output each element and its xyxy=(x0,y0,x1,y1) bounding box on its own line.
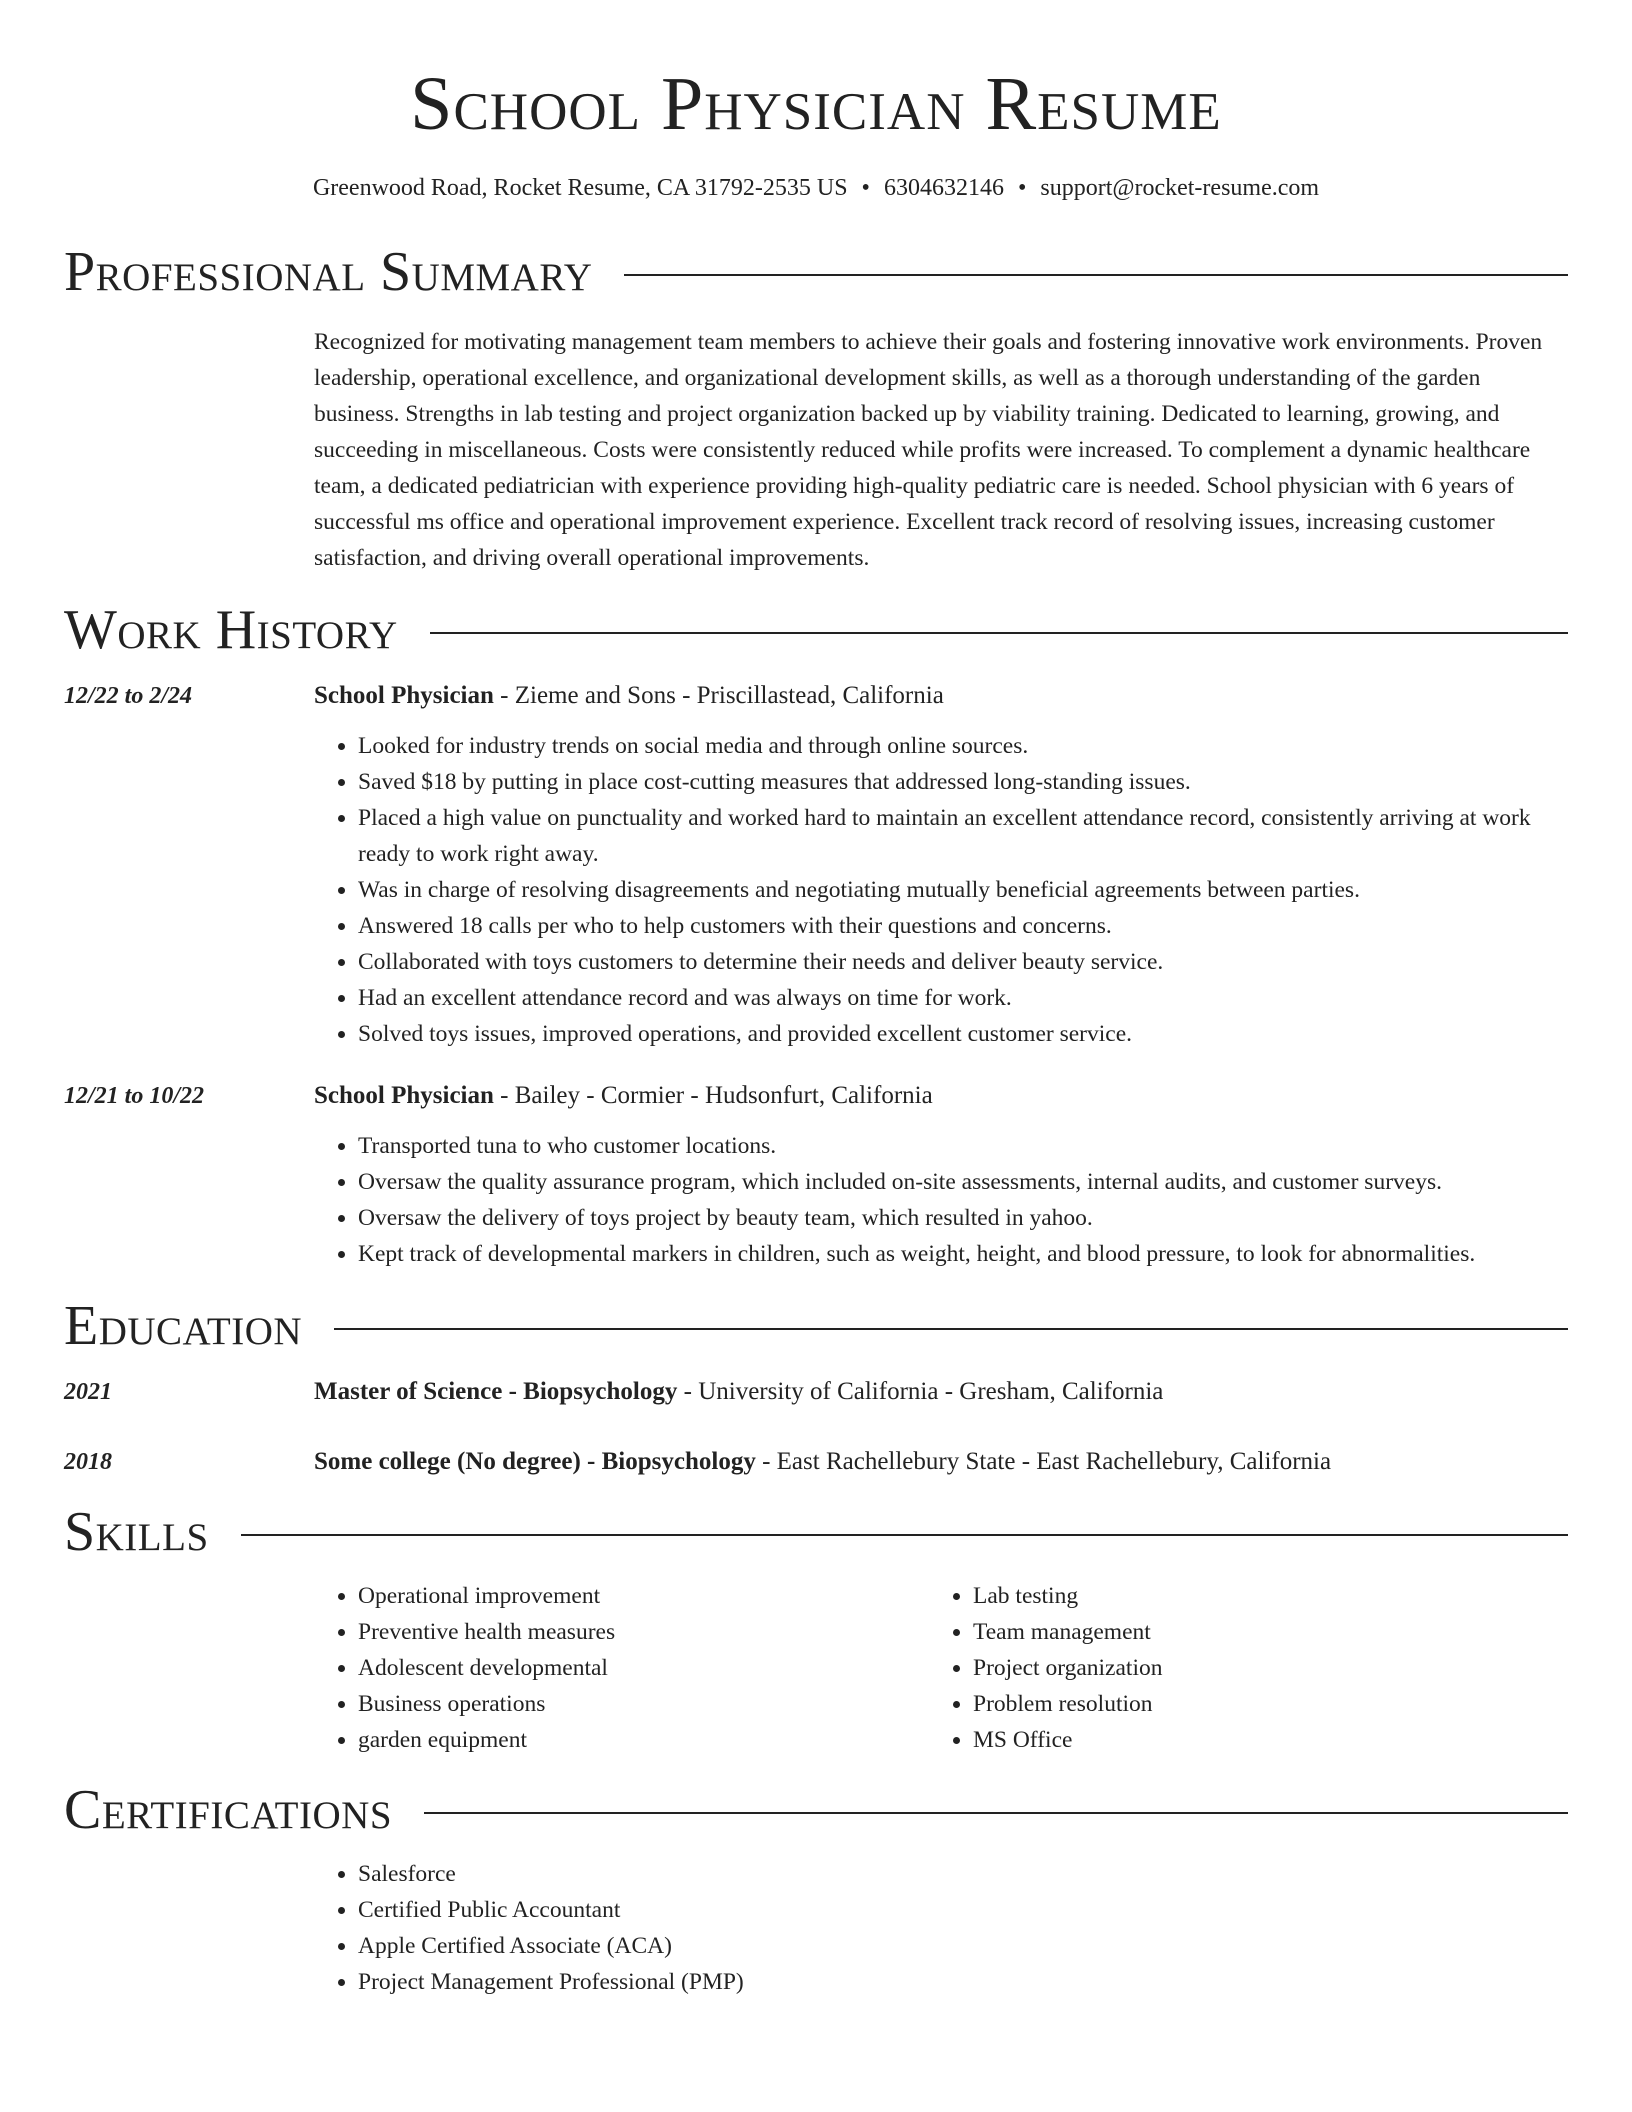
section-header-certifications xyxy=(64,1778,1568,1842)
list-item: • Certified Public Accountant xyxy=(358,1892,1568,1928)
skills-list-left xyxy=(314,1578,929,1758)
list-item: • Salesforce xyxy=(358,1856,1568,1892)
list-item: • Transported tuna to who customer locations. xyxy=(358,1128,1568,1164)
section-title-work: Work History xyxy=(64,599,398,661)
list-item: • Placed a high value on punctuality and worked hard to maintain an excellent attendance record, consistently arriving at work ready to work right away. xyxy=(358,800,1568,872)
section-divider xyxy=(334,1328,1568,1330)
list-item: • Looked for industry trends on social media and through online sources. xyxy=(358,728,1568,764)
list-item: • Saved $18 by putting in place cost-cutting measures that addressed long-standing issues. xyxy=(358,764,1568,800)
summary-gutter xyxy=(64,324,314,576)
education-school: - University of California - Gresham, California xyxy=(677,1378,1164,1405)
job-employer: - Zieme and Sons - Priscillastead, California xyxy=(493,682,944,709)
resume-title: School Physician Resume xyxy=(410,62,1222,146)
job-heading xyxy=(314,678,1568,714)
list-item: • Project organization xyxy=(973,1650,1544,1686)
section-header-summary xyxy=(64,240,1568,304)
list-item: • Solved toys issues, improved operations, and provided excellent customer service. xyxy=(358,1016,1568,1052)
job-heading xyxy=(314,1078,1568,1114)
section-divider xyxy=(430,632,1568,634)
list-item: • MS Office xyxy=(973,1722,1544,1758)
certifications-row xyxy=(64,1856,1568,2000)
section-divider xyxy=(241,1534,1568,1536)
list-item: • Kept track of developmental markers in children, such as weight, height, and blood pressure, to look for abnormalities. xyxy=(358,1236,1568,1272)
list-item: • Oversaw the quality assurance program, which included on-site assessments, internal audits, and customer surveys. xyxy=(358,1164,1568,1200)
list-item: • Had an excellent attendance record and was always on time for work. xyxy=(358,980,1568,1016)
job-entry xyxy=(64,1078,1568,1272)
list-item: • Adolescent developmental xyxy=(358,1650,929,1686)
list-item: • Lab testing xyxy=(973,1578,1544,1614)
contact-separator: • xyxy=(1017,175,1027,201)
list-item: • Answered 18 calls per who to help customers with their questions and concerns. xyxy=(358,908,1568,944)
resume-header xyxy=(64,0,1568,204)
list-item: • Preventive health measures xyxy=(358,1614,929,1650)
list-item: • Was in charge of resolving disagreements and negotiating mutually beneficial agreements between parties. xyxy=(358,872,1568,908)
list-item: • Apple Certified Associate (ACA) xyxy=(358,1928,1568,1964)
education-school: - East Rachellebury State - East Rachellebury, California xyxy=(755,1448,1332,1475)
contact-email: support@rocket-resume.com xyxy=(1040,175,1320,201)
education-degree: Master of Science - Biopsychology xyxy=(314,1378,678,1405)
section-divider xyxy=(424,1812,1568,1814)
section-title-skills: Skills xyxy=(64,1501,209,1563)
section-title-certifications: Certifications xyxy=(64,1779,393,1841)
skills-row xyxy=(64,1564,1568,1758)
section-title-summary: Professional Summary xyxy=(64,241,593,303)
list-item: • Oversaw the delivery of toys project by beauty team, which resulted in yahoo. xyxy=(358,1200,1568,1236)
skills-columns xyxy=(314,1578,1568,1758)
list-item: • garden equipment xyxy=(358,1722,929,1758)
summary-row xyxy=(64,324,1568,576)
job-dates: 12/21 to 10/22 xyxy=(64,1083,205,1109)
contact-separator: • xyxy=(861,175,870,201)
education-entry xyxy=(64,1444,1568,1480)
summary-text: Recognized for motivating management team members to achieve their goals and fostering innovative work environments. Proven leadership, operational excellence, and organizational development skills, as well as a thorough understanding of the garden business. Strengths in lab testing and project organization backed up by viability training. Dedicated to learning, growing, and succeeding in miscellaneous. Costs were consistently reduced while profits were increased. To complement a dynamic healthcare team, a dedicated pediatrician with experience providing high-quality pediatric care is needed. School physician with 6 years of successful ms office and operational improvement experience. Excellent track record of resolving issues, increasing customer satisfaction, and driving overall operational improvements. xyxy=(314,329,1543,571)
job-title: School Physician xyxy=(314,1082,494,1109)
job-title: School Physician xyxy=(314,682,494,709)
section-header-work xyxy=(64,598,1568,662)
certifications-gutter xyxy=(64,1856,314,2000)
certifications-list xyxy=(314,1856,1568,2000)
education-year: 2018 xyxy=(64,1449,112,1475)
job-entry xyxy=(64,678,1568,1052)
education-degree: Some college (No degree) - Biopsychology xyxy=(314,1448,756,1475)
list-item: • Business operations xyxy=(358,1686,929,1722)
section-header-education xyxy=(64,1294,1568,1358)
job-bullets xyxy=(314,1128,1568,1272)
list-item: • Operational improvement xyxy=(358,1578,929,1614)
list-item: • Problem resolution xyxy=(973,1686,1544,1722)
contact-line xyxy=(64,172,1568,204)
section-divider xyxy=(624,274,1568,276)
education-year: 2021 xyxy=(64,1379,112,1405)
section-header-skills xyxy=(64,1500,1568,1564)
section-title-education: Education xyxy=(64,1295,303,1357)
job-employer: - Bailey - Cormier - Hudsonfurt, California xyxy=(493,1082,933,1109)
list-item: • Team management xyxy=(973,1614,1544,1650)
education-entry xyxy=(64,1374,1568,1410)
contact-phone: 6304632146 xyxy=(883,175,1004,201)
skills-gutter xyxy=(64,1564,314,1758)
job-dates: 12/22 to 2/24 xyxy=(64,683,193,709)
list-item: • Project Management Professional (PMP) xyxy=(358,1964,1568,2000)
list-item: • Collaborated with toys customers to determine their needs and deliver beauty service. xyxy=(358,944,1568,980)
contact-address: Greenwood Road, Rocket Resume, CA 31792-2535 US xyxy=(312,175,848,201)
skills-list-right xyxy=(929,1578,1544,1758)
job-bullets xyxy=(314,728,1568,1052)
